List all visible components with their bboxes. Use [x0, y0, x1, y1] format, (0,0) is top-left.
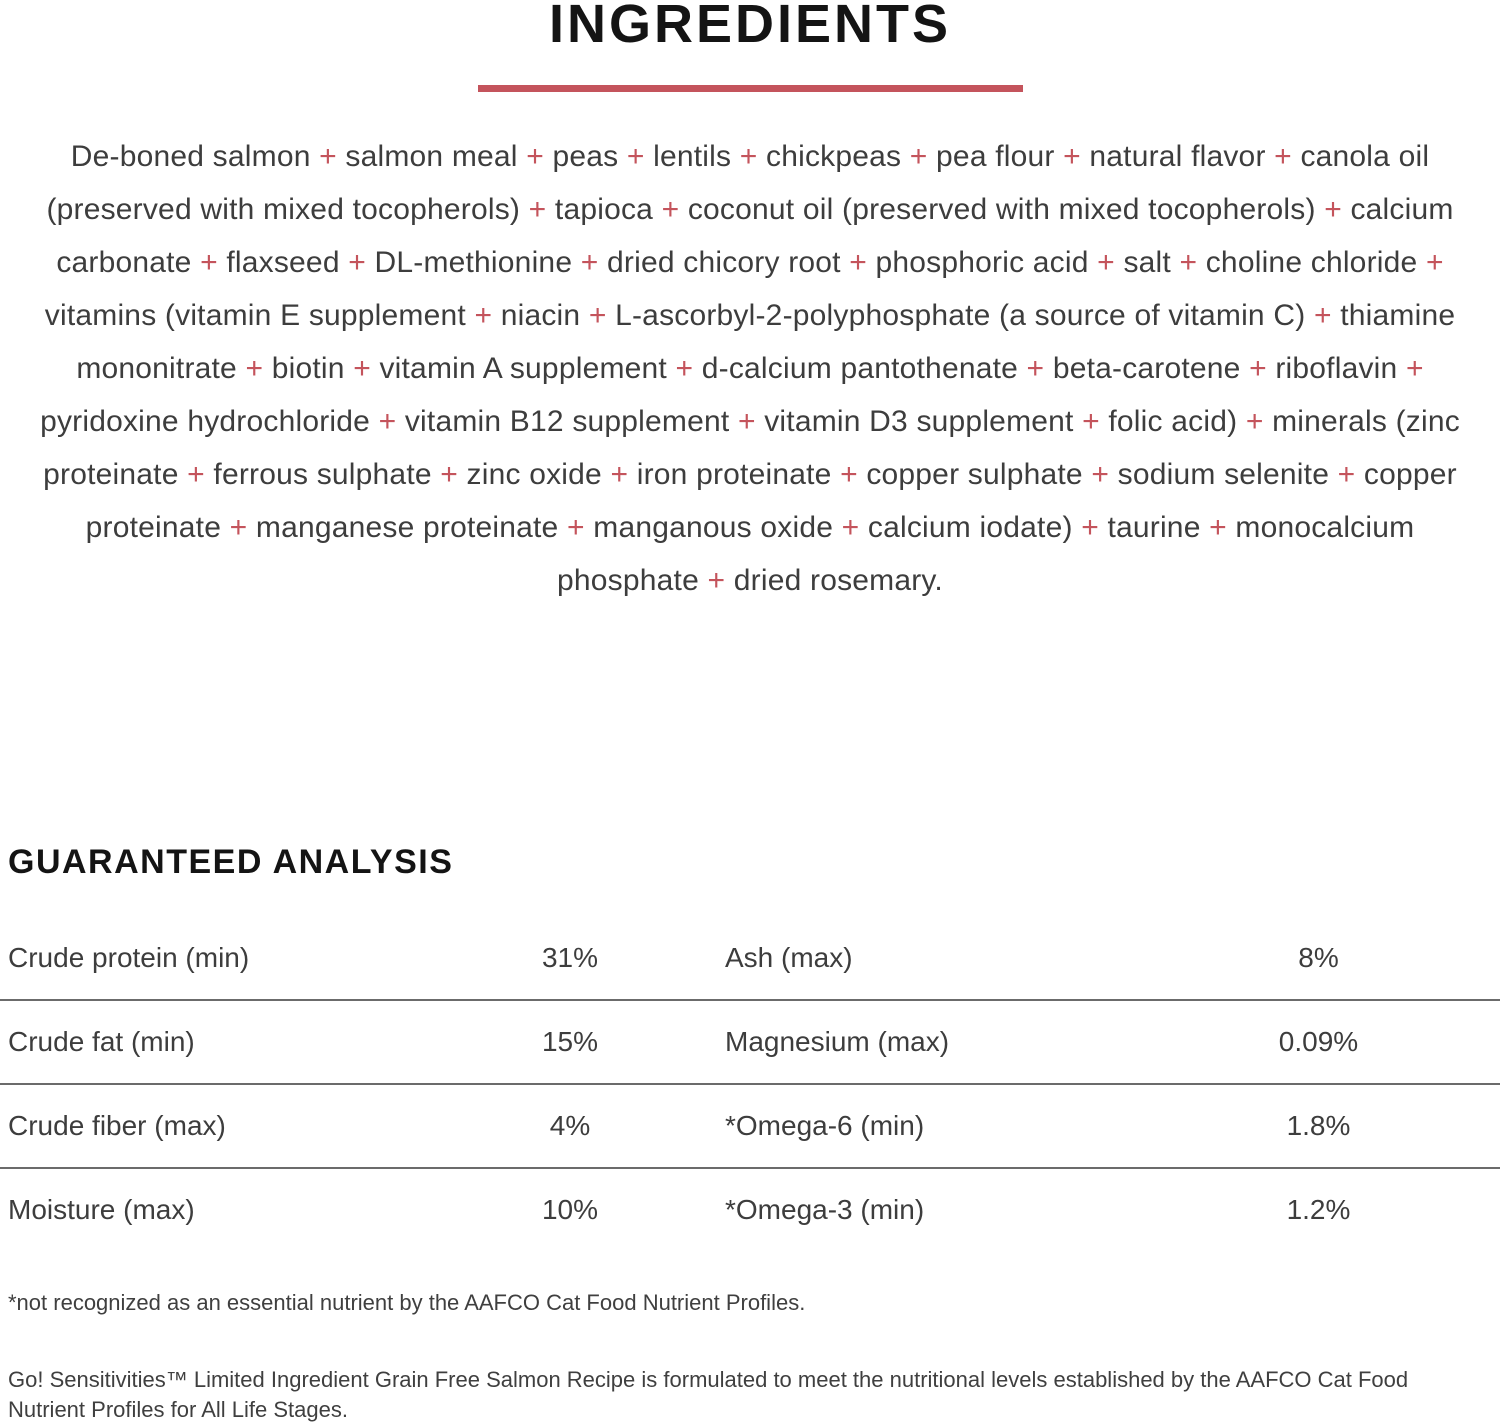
plus-separator: +: [1417, 246, 1444, 279]
table-row: [0, 917, 1500, 1001]
plus-separator: +: [344, 352, 380, 385]
plus-separator: +: [465, 299, 501, 332]
plus-separator: +: [1397, 352, 1424, 385]
nutrient-value: 15%: [541, 1026, 599, 1057]
plus-separator: +: [1200, 511, 1236, 544]
plus-separator: +: [517, 140, 553, 173]
ingredients-header: [0, 0, 1500, 92]
plus-separator: +: [831, 458, 867, 491]
guaranteed-analysis-title: GUARANTEED ANALYSIS: [8, 843, 454, 881]
plus-separator: +: [840, 246, 876, 279]
table-row: [0, 1169, 1500, 1251]
plus-separator: +: [653, 193, 688, 226]
nutrient-value: 10%: [541, 1194, 599, 1225]
plus-separator: +: [1315, 193, 1351, 226]
plus-separator: +: [431, 458, 467, 491]
nutrient-value: 8%: [1298, 942, 1339, 973]
plus-separator: +: [601, 458, 637, 491]
plus-separator: +: [901, 140, 937, 173]
nutrient-value: 1.8%: [1286, 1110, 1351, 1141]
plus-separator: +: [729, 405, 765, 438]
plus-separator: +: [178, 458, 214, 491]
analysis-footnote: *not recognized as an essential nutrient by the AAFCO Cat Food Nutrient Profiles.: [8, 1290, 806, 1315]
plus-separator: +: [370, 405, 405, 438]
plus-separator: +: [520, 193, 555, 226]
plus-separator: +: [236, 352, 272, 385]
title-underline-rule: [478, 85, 1023, 92]
plus-separator: +: [1305, 299, 1341, 332]
plus-separator: +: [191, 246, 227, 279]
table-row: [0, 1085, 1500, 1169]
plus-separator: +: [1265, 140, 1301, 173]
plus-separator: +: [1054, 140, 1090, 173]
nutrient-value: 0.09%: [1278, 1026, 1359, 1057]
plus-separator: +: [1082, 458, 1118, 491]
plus-separator: +: [572, 246, 607, 279]
nutrient-label: Crude fat (min): [8, 1026, 195, 1057]
plus-separator: +: [558, 511, 594, 544]
plus-separator: +: [339, 246, 375, 279]
plus-separator: +: [1329, 458, 1364, 491]
guaranteed-analysis-table: [0, 917, 1500, 1251]
nutrient-label: Crude fiber (max): [8, 1110, 226, 1141]
nutrient-label: Magnesium (max): [725, 1026, 950, 1057]
plus-separator: +: [310, 140, 346, 173]
plus-separator: +: [833, 511, 868, 544]
plus-separator: +: [1073, 405, 1109, 438]
nutrient-label: Crude protein (min): [8, 942, 250, 973]
plus-separator: +: [698, 564, 734, 597]
plus-separator: +: [1170, 246, 1206, 279]
nutrient-value: 4%: [549, 1110, 591, 1141]
aafco-statement: Go! Sensitivities™ Limited Ingredient Grain Free Salmon Recipe is formulated to meet the nutritional levels established by the AAFCO Cat Food Nutrient Profiles for All Life Stages.: [8, 1367, 1409, 1422]
plus-separator: +: [666, 352, 702, 385]
nutrient-value: 31%: [541, 942, 599, 973]
plus-separator: +: [618, 140, 654, 173]
plus-separator: +: [580, 299, 616, 332]
table-row: [0, 1001, 1500, 1085]
nutrient-label: *Omega-6 (min): [725, 1110, 925, 1141]
plus-separator: +: [1018, 352, 1053, 385]
nutrient-label: *Omega-3 (min): [725, 1194, 925, 1225]
nutrient-label: Moisture (max): [8, 1194, 195, 1225]
plus-separator: +: [221, 511, 256, 544]
plus-separator: +: [731, 140, 767, 173]
plus-separator: +: [1237, 405, 1273, 438]
plus-separator: +: [1088, 246, 1124, 279]
ingredients-title: INGREDIENTS: [548, 0, 952, 54]
nutrient-value: 1.2%: [1286, 1194, 1351, 1225]
plus-separator: +: [1240, 352, 1276, 385]
ingredients-text: De-boned salmon + salmon meal + peas + lentils + chickpeas + pea flour + natural flavor + canola oil (preserved with mixed tocopherols) + tapioca + coconut oil (preserved with mixed tocopherols) + calcium carbonate + flaxseed + DL-methionine + dried chicory root + phosphoric acid + salt + choline chloride + vitamins (vitamin E supplement + niacin + L-ascorbyl-2-polyphosphate (a source of vitamin C) + thiamine mononitrate + biotin + vitamin A supplement + d-calcium pantothenate + beta-carotene + riboflavin + pyridoxine hydrochloride + vitamin B12 supplement + vitamin D3 supplement + folic acid) + minerals (zinc proteinate + ferrous sulphate + zinc oxide + iron proteinate + copper sulphate + sodium selenite + copper proteinate + manganese proteinate + manganous oxide + calcium iodate) + taurine + monocalcium phosphate + dried rosemary.: [40, 140, 1460, 597]
nutrient-label: Ash (max): [725, 942, 853, 973]
plus-separator: +: [1072, 511, 1108, 544]
